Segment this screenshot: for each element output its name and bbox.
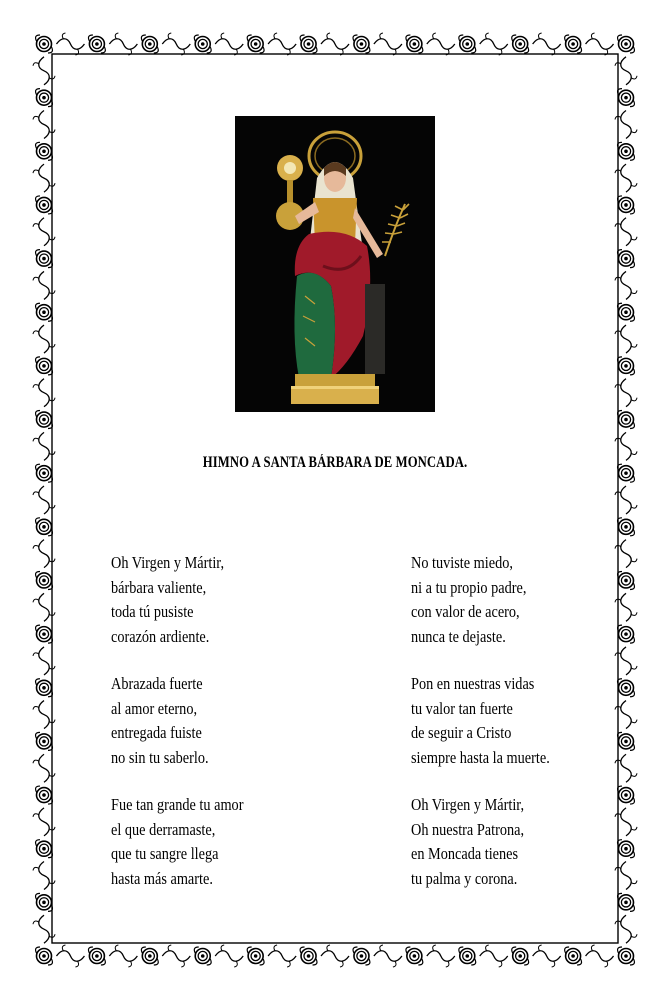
scroll-ornament-icon	[109, 945, 137, 967]
rose-ornament-icon	[353, 947, 370, 965]
rose-ornament-icon	[141, 947, 158, 965]
rose-ornament-icon	[459, 35, 476, 53]
verse-line: Oh Virgen y Mártir,	[411, 795, 525, 814]
stanza	[411, 672, 576, 767]
verse-line: tu palma y corona.	[411, 868, 518, 888]
verse-line: no sin tu saberlo.	[111, 747, 209, 767]
scroll-ornament-icon	[56, 33, 84, 55]
rose-ornament-icon	[194, 35, 211, 53]
verse-line: Abrazada fuerte	[111, 674, 203, 693]
rose-ornament-icon	[36, 464, 53, 482]
rose-ornament-icon	[618, 250, 635, 268]
verse-line: hasta más amarte.	[111, 868, 213, 888]
rose-ornament-icon	[36, 786, 53, 804]
verse-line: Fue tan grande tu amor	[111, 795, 244, 814]
verse-line: Pon en nuestras vidas	[411, 674, 535, 693]
rose-ornament-icon	[36, 250, 53, 268]
rose-ornament-icon	[512, 35, 529, 53]
verse-line: corazón ardiente.	[111, 626, 210, 646]
rose-ornament-icon	[459, 947, 476, 965]
rose-ornament-icon	[36, 196, 53, 214]
scroll-ornament-icon	[480, 33, 508, 55]
rose-ornament-icon	[618, 35, 635, 53]
rose-ornament-icon	[618, 357, 635, 375]
rose-ornament-icon	[36, 893, 53, 911]
scroll-ornament-icon	[162, 945, 190, 967]
verse-line: tu valor tan fuerte	[411, 698, 513, 718]
rose-ornament-icon	[36, 357, 53, 375]
scroll-ornament-icon	[374, 945, 402, 967]
rose-ornament-icon	[618, 142, 635, 160]
rose-ornament-icon	[353, 35, 370, 53]
scroll-ornament-icon	[162, 33, 190, 55]
hymn-title: HIMNO A SANTA BÁRBARA DE MONCADA.	[202, 454, 468, 471]
rose-ornament-icon	[141, 35, 158, 53]
verse-line: toda tú pusiste	[111, 602, 194, 621]
verse-line: No tuviste miedo,	[411, 553, 513, 572]
hymn-column-left	[111, 551, 269, 914]
rose-ornament-icon	[618, 625, 635, 643]
verse-line: Oh nuestra Patrona,	[411, 819, 525, 839]
scroll-ornament-icon	[586, 945, 614, 967]
stanza	[411, 551, 576, 646]
rose-ornament-icon	[512, 947, 529, 965]
scroll-ornament-icon	[586, 33, 614, 55]
rose-ornament-icon	[618, 732, 635, 750]
rose-ornament-icon	[36, 35, 53, 53]
scroll-ornament-icon	[215, 33, 243, 55]
rose-ornament-icon	[36, 411, 53, 429]
saint-barbara-photo	[235, 116, 435, 412]
verse-line: bárbara valiente,	[111, 577, 207, 597]
scroll-ornament-icon	[268, 945, 296, 967]
rose-ornament-icon	[36, 571, 53, 589]
rose-ornament-icon	[300, 947, 317, 965]
rose-ornament-icon	[406, 35, 423, 53]
scroll-ornament-icon	[268, 33, 296, 55]
rose-ornament-icon	[194, 947, 211, 965]
rose-ornament-icon	[36, 625, 53, 643]
verse-line: de seguir a Cristo	[411, 723, 512, 742]
verse-line: que tu sangre llega	[111, 844, 219, 863]
verse-line: con valor de acero,	[411, 602, 520, 621]
stanza	[111, 672, 269, 767]
scroll-ornament-icon	[321, 33, 349, 55]
rose-ornament-icon	[36, 732, 53, 750]
verse-line: Oh Virgen y Mártir,	[111, 553, 225, 572]
rose-ornament-icon	[247, 947, 264, 965]
rose-ornament-icon	[406, 947, 423, 965]
verse-line: entregada fuiste	[111, 723, 202, 742]
rose-ornament-icon	[300, 35, 317, 53]
stanza	[411, 793, 576, 888]
rose-ornament-icon	[618, 947, 635, 965]
rose-ornament-icon	[618, 679, 635, 697]
rose-ornament-icon	[618, 518, 635, 536]
rose-ornament-icon	[618, 303, 635, 321]
stanza	[111, 793, 269, 888]
scroll-ornament-icon	[480, 945, 508, 967]
rose-ornament-icon	[36, 142, 53, 160]
rose-ornament-icon	[565, 947, 582, 965]
scroll-ornament-icon	[427, 33, 455, 55]
scroll-ornament-icon	[374, 33, 402, 55]
hymn-column-right	[411, 551, 576, 914]
rose-ornament-icon	[36, 679, 53, 697]
rose-ornament-icon	[88, 35, 105, 53]
rose-ornament-icon	[36, 89, 53, 107]
rose-ornament-icon	[618, 840, 635, 858]
rose-ornament-icon	[247, 35, 264, 53]
rose-ornament-icon	[36, 840, 53, 858]
verse-line: en Moncada tienes	[411, 844, 519, 863]
rose-ornament-icon	[565, 35, 582, 53]
rose-ornament-icon	[618, 786, 635, 804]
scroll-ornament-icon	[56, 945, 84, 967]
rose-ornament-icon	[618, 464, 635, 482]
verse-line: el que derramaste,	[111, 819, 216, 839]
rose-ornament-icon	[618, 196, 635, 214]
stanza	[111, 551, 269, 646]
rose-ornament-icon	[36, 518, 53, 536]
scroll-ornament-icon	[109, 33, 137, 55]
rose-ornament-icon	[618, 571, 635, 589]
verse-line: siempre hasta la muerte.	[411, 747, 550, 767]
verse-line: al amor eterno,	[111, 698, 198, 718]
scroll-ornament-icon	[533, 33, 561, 55]
rose-ornament-icon	[36, 303, 53, 321]
scroll-ornament-icon	[321, 945, 349, 967]
verse-line: nunca te dejaste.	[411, 626, 506, 646]
rose-ornament-icon	[618, 411, 635, 429]
scroll-ornament-icon	[215, 945, 243, 967]
scroll-ornament-icon	[427, 945, 455, 967]
scroll-ornament-icon	[533, 945, 561, 967]
rose-ornament-icon	[36, 947, 53, 965]
rose-ornament-icon	[88, 947, 105, 965]
rose-ornament-icon	[618, 89, 635, 107]
rose-ornament-icon	[618, 893, 635, 911]
saint-barbara-statue-image	[235, 116, 435, 412]
verse-line: ni a tu propio padre,	[411, 577, 527, 597]
